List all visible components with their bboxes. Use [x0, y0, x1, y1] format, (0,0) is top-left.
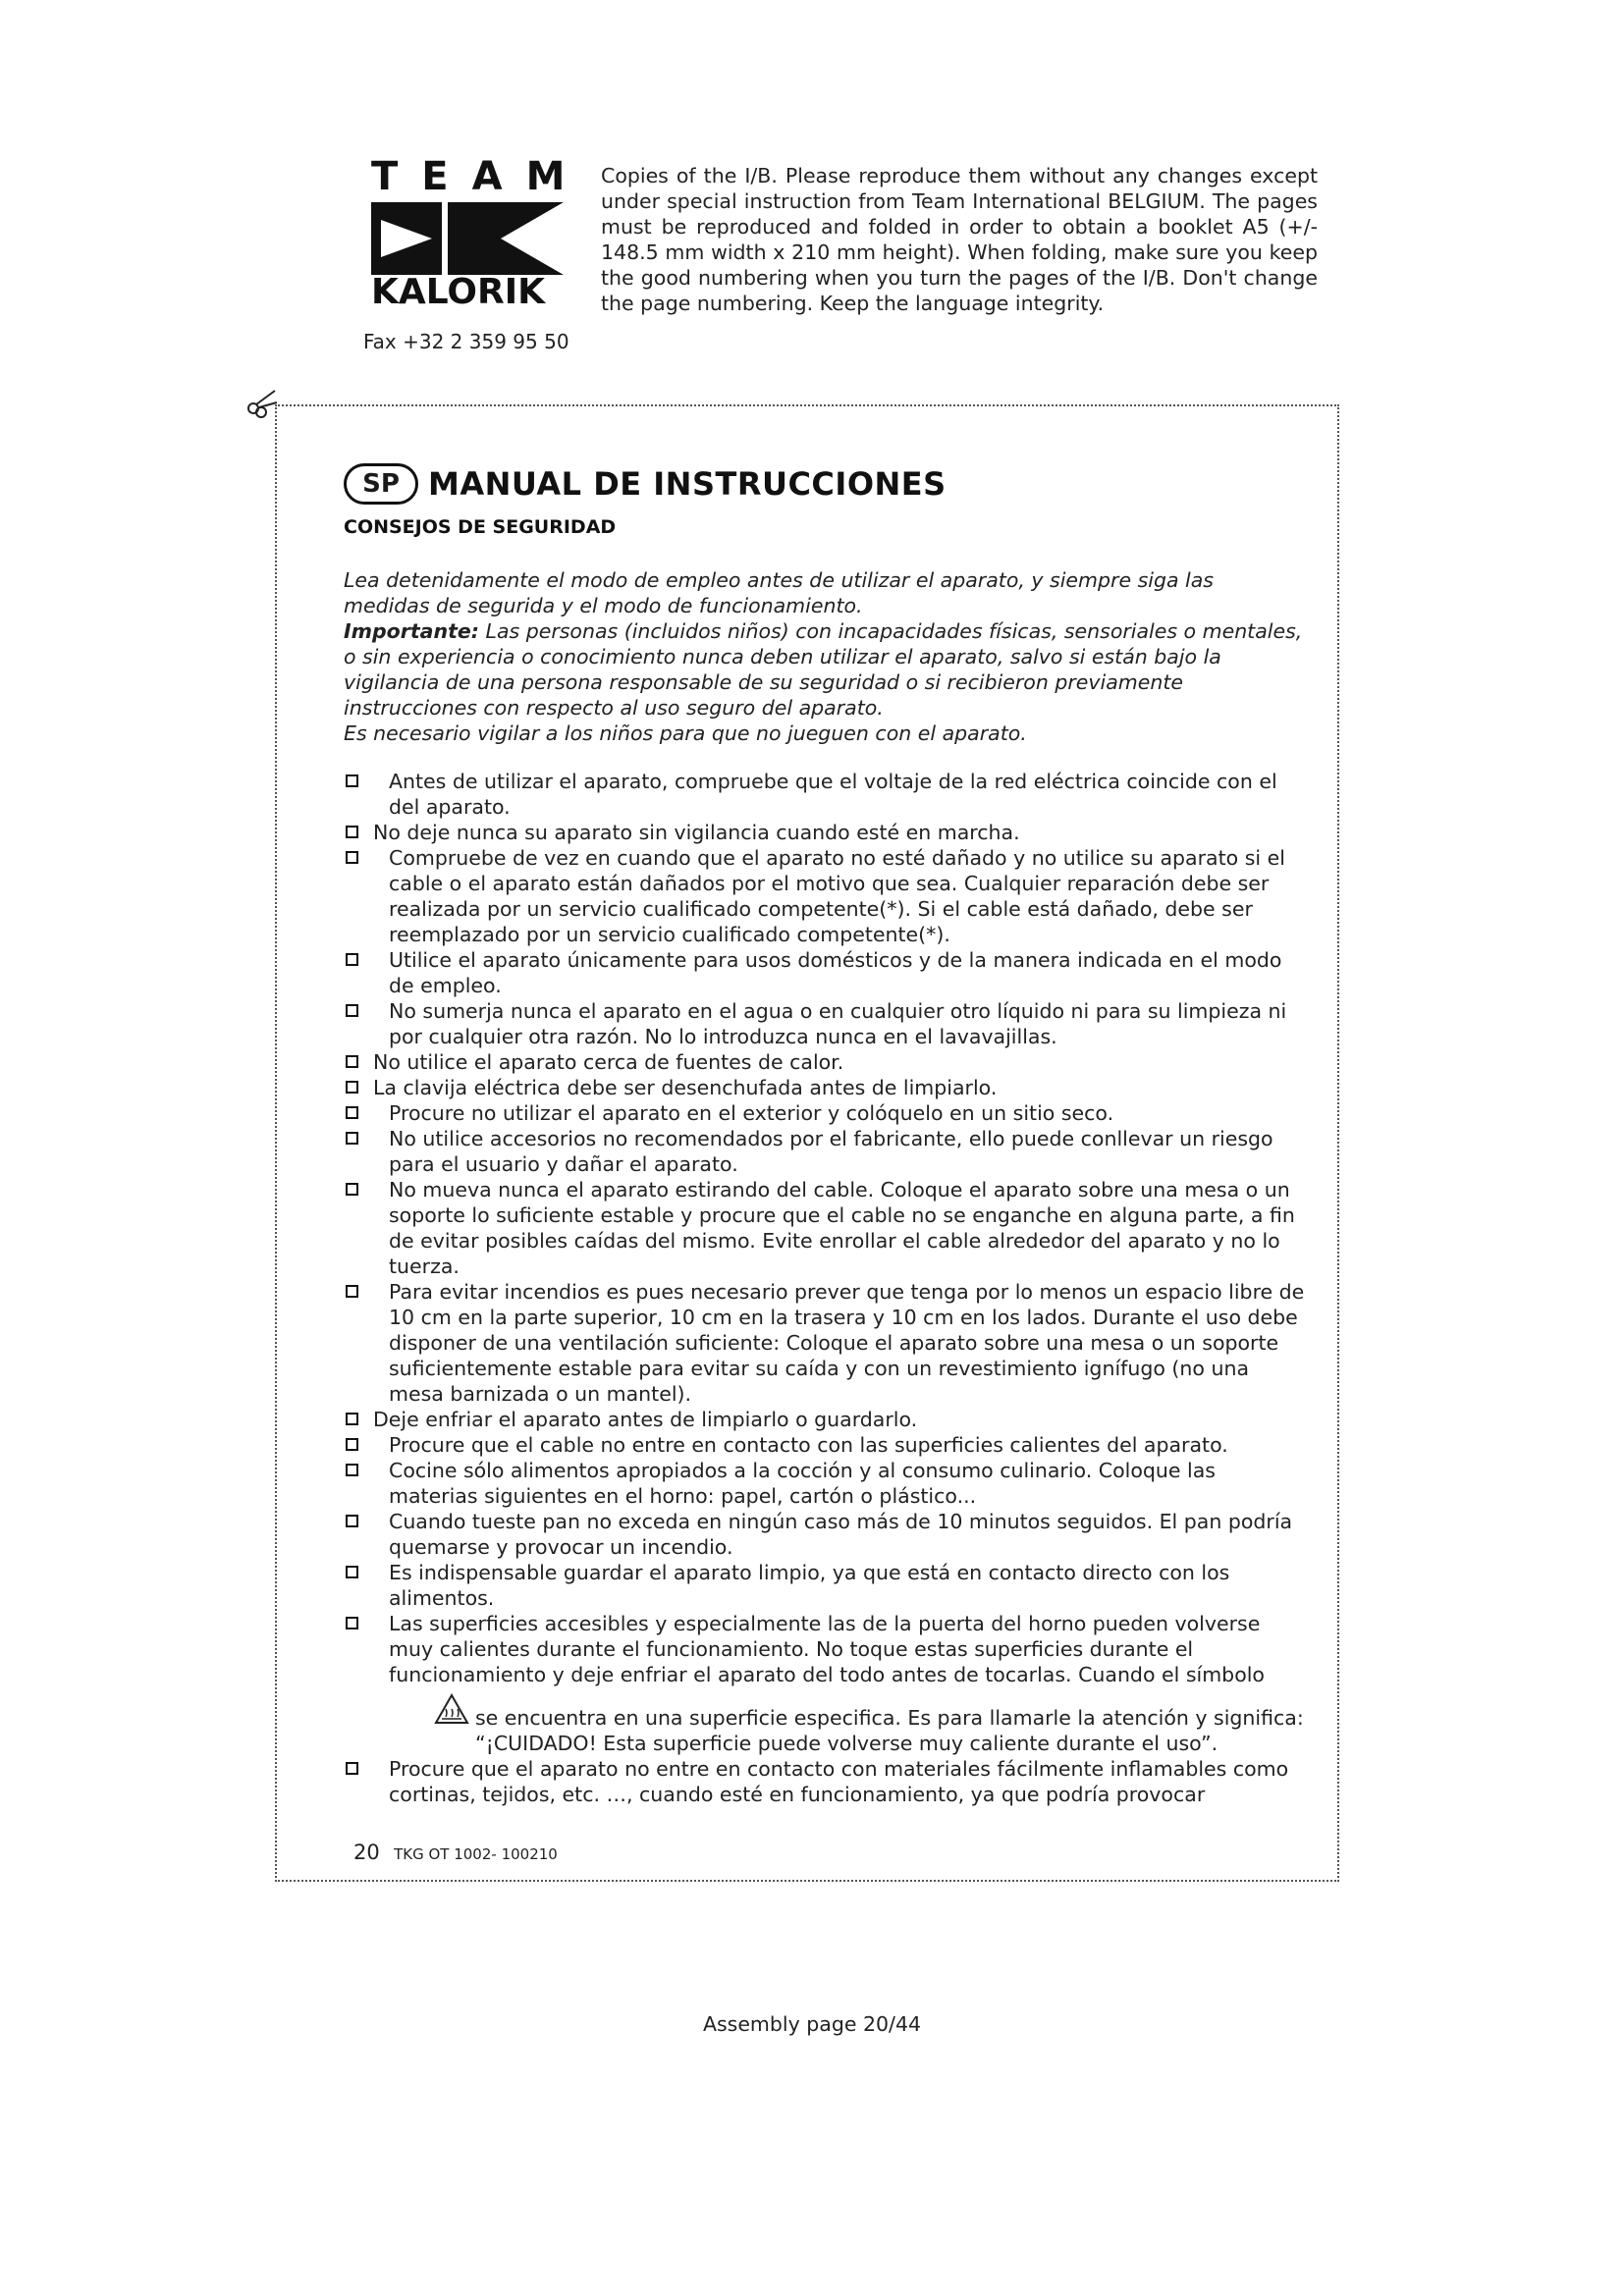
list-item-text: Compruebe de vez en cuando que el aparato no esté dañado y no utilice su aparato si el cable o el aparato están dañados por el motivo que sea. Cualquier reparación debe ser realizada por un servicio cualificado competente(*). Si el cable está dañado, debe ser reemplazado por un servicio cualificado competente(*). — [389, 846, 1285, 946]
checkbox-bullet-icon — [346, 1566, 358, 1578]
checkbox-bullet-icon — [346, 774, 358, 787]
checkbox-bullet-icon — [346, 1081, 358, 1094]
list-item-text: Procure que el cable no entre en contacto con las superficies calientes del aparato. — [389, 1433, 1228, 1457]
list-item-text: Para evitar incendios es pues necesario prever que tenga por lo menos un espacio libre de 10 cm en la parte superior, 10 cm en la trasera y 10 cm en los lados. Durante el uso debe disponer de una ventilación suficiente: Coloque el aparato sobre una mesa o un soporte suficientemente estable para evitar su caída y con un revestimiento ignífugo (no una mesa barnizada o un mantel). — [389, 1280, 1305, 1406]
checkbox-bullet-icon — [346, 1762, 358, 1775]
list-item — [344, 1756, 1306, 1807]
list-item-text: No utilice accesorios no recomendados por el fabricante, ello puede conllevar un riesgo para el usuario y dañar el aparato. — [389, 1127, 1273, 1176]
important-label: Importante: — [344, 619, 479, 643]
safety-list — [344, 769, 1306, 1807]
checkbox-bullet-icon — [346, 1285, 358, 1298]
checkbox-bullet-icon — [346, 1132, 358, 1145]
title-row — [344, 459, 947, 508]
checkbox-bullet-icon — [346, 1183, 358, 1196]
list-item-text: No sumerja nunca el aparato en el agua o en cualquier otro líquido ni para su limpieza ni por cualquier otra razón. No lo introduzca nunca en el lavavajillas. — [389, 999, 1287, 1048]
list-item — [344, 1432, 1306, 1458]
assembly-page-label: Assembly page 20/44 — [702, 2012, 922, 2036]
important-text: Las personas (incluidos niños) con incapacidades físicas, sensoriales o mentales, o sin experiencia o conocimiento nunca deben utilizar el aparato, salvo si están bajo la vigilancia de una persona responsable de su seguridad o si recibieron previamente instrucciones con respecto al uso seguro del aparato. — [344, 619, 1303, 720]
list-item-text: No utilice el aparato cerca de fuentes de calor. — [373, 1050, 844, 1074]
list-item — [344, 845, 1306, 947]
list-item-text: No deje nunca su aparato sin vigilancia cuando esté en marcha. — [373, 821, 1020, 844]
page-number: 20 — [353, 1841, 380, 1864]
checkbox-bullet-icon — [346, 1438, 358, 1451]
list-item — [344, 1075, 1306, 1100]
list-item-text: Procure que el aparato no entre en contacto con materiales fácilmente inflamables como cortinas, tejidos, etc. …, cuando esté en funcionamiento, ya que podría provocar — [389, 1757, 1289, 1806]
team-kalorik-logo — [371, 154, 589, 314]
fax-number: Fax +32 2 359 95 50 — [363, 330, 569, 353]
list-item — [344, 1279, 1306, 1407]
list-item-text: Procure no utilizar el aparato en el exterior y colóquelo en un sitio seco. — [389, 1101, 1114, 1125]
checkbox-bullet-icon — [346, 1413, 358, 1425]
list-item — [344, 1177, 1306, 1279]
list-item — [344, 820, 1306, 845]
list-item — [344, 1611, 1306, 1756]
children-paragraph: Es necesario vigilar a los niños para que no jueguen con el aparato. — [344, 721, 1027, 745]
checkbox-bullet-icon — [346, 1617, 358, 1629]
list-item — [344, 1458, 1306, 1509]
checkbox-bullet-icon — [346, 953, 358, 966]
document-code: TKG OT 1002- 100210 — [394, 1845, 558, 1863]
section-heading: CONSEJOS DE SEGURIDAD — [344, 516, 617, 538]
list-item-text: No mueva nunca el aparato estirando del cable. Coloque el aparato sobre una mesa o un soporte lo suficiente estable y procure que el cable no se enganche en alguna parte, a fin de evitar posibles caídas del mismo. Evite enrollar el cable alrededor del aparato y no lo tuerza. — [389, 1178, 1295, 1278]
checkbox-bullet-icon — [346, 826, 358, 838]
list-item-text: Cocine sólo alimentos apropiados a la cocción y al consumo culinario. Coloque las materias siguientes en el horno: papel, cartón o plástico... — [389, 1459, 1216, 1508]
checkbox-bullet-icon — [346, 1106, 358, 1119]
kalorik-k-mark-icon — [371, 202, 564, 275]
header-instructions: Copies of the I/B. Please reproduce them without any changes except under special instruction from Team International BELGIUM. The pages must be reproduced and folded in order to obtain a booklet A5 (+/- 148.5 mm width x 210 mm height). When folding, make sure you keep the good numbering when you turn the pages of the I/B. Don't change the page numbering. Keep the language integrity. — [601, 164, 1318, 315]
intro-text — [344, 567, 1306, 746]
logo-kalorik-text: KALORIK — [371, 272, 546, 312]
list-item — [344, 1407, 1306, 1432]
list-item-text: Utilice el aparato únicamente para usos domésticos y de la manera indicada en el modo de empleo. — [389, 948, 1282, 997]
hot-surface-note — [434, 1705, 1306, 1756]
list-item — [344, 1560, 1306, 1611]
list-item — [344, 947, 1306, 998]
checkbox-bullet-icon — [346, 1464, 358, 1476]
intro-paragraph: Lea detenidamente el modo de empleo antes de utilizar el aparato, y siempre siga las medidas de segurida y el modo de funcionamiento. — [344, 568, 1214, 617]
scissors-icon — [245, 385, 279, 418]
important-paragraph — [344, 618, 1306, 721]
list-item-text: Es indispensable guardar el aparato limpio, ya que está en contacto directo con los alimentos. — [389, 1561, 1230, 1610]
list-item-text: La clavija eléctrica debe ser desenchufada antes de limpiarlo. — [373, 1076, 998, 1099]
page-title: MANUAL DE INSTRUCCIONES — [428, 465, 947, 503]
page-footer — [353, 1841, 558, 1864]
list-item — [344, 1509, 1306, 1560]
list-item-text: Deje enfriar el aparato antes de limpiarlo o guardarlo. — [373, 1408, 918, 1431]
list-item — [344, 1100, 1306, 1126]
checkbox-bullet-icon — [346, 1055, 358, 1068]
checkbox-bullet-icon — [346, 1515, 358, 1527]
language-badge: SP — [344, 463, 418, 505]
list-item — [344, 1126, 1306, 1177]
list-item — [344, 998, 1306, 1049]
hot-surface-text: se encuentra en una superficie especifica. Es para llamarle la atención y significa: “¡CUIDADO! Esta superficie puede volverse muy caliente durante el uso”. — [475, 1706, 1304, 1755]
list-item-text: Las superficies accesibles y especialmente las de la puerta del horno pueden volverse muy calientes durante el funcionamiento. No toque estas superficies durante el funcionamiento y deje enfriar el aparato del todo antes de tocarlas. Cuando el símbolo — [389, 1612, 1265, 1686]
list-item — [344, 769, 1306, 820]
list-item-text: Antes de utilizar el aparato, compruebe que el voltaje de la red eléctrica coincide con el del aparato. — [389, 770, 1277, 819]
hot-surface-warning-icon — [434, 1693, 469, 1725]
list-item — [344, 1049, 1306, 1075]
logo-team-text: TEAM — [371, 154, 589, 199]
checkbox-bullet-icon — [346, 1004, 358, 1017]
checkbox-bullet-icon — [346, 851, 358, 864]
list-item-text: Cuando tueste pan no exceda en ningún caso más de 10 minutos seguidos. El pan podría quemarse y provocar un incendio. — [389, 1510, 1293, 1559]
